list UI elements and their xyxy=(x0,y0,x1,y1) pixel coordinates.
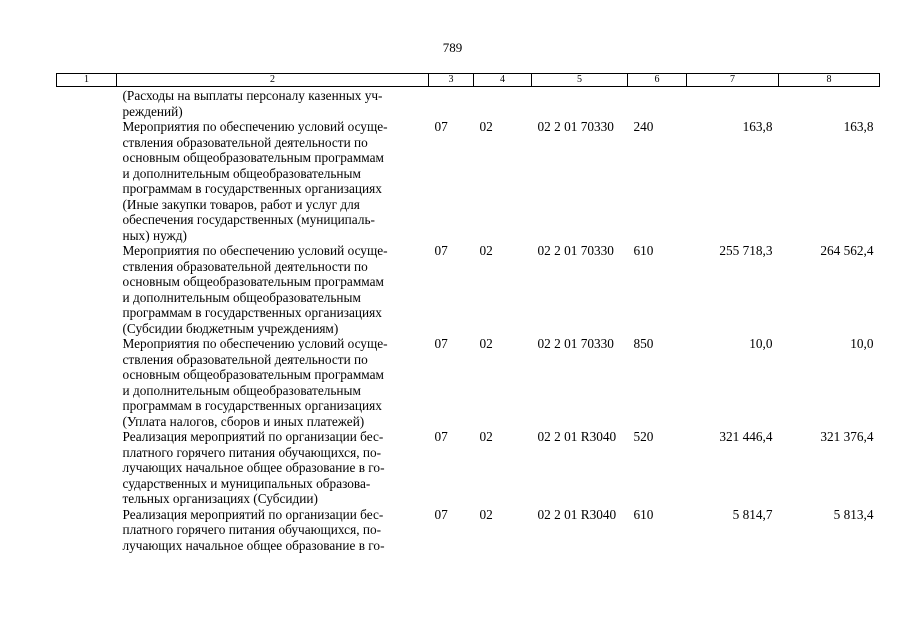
column-header: 5 xyxy=(532,74,628,87)
expense-name: Реализация мероприятий по организации бес- платного горячего питания обучающихся, по- лучающих начальное общее образование в го- сударственных и муниципальных образова- тельных организациях (Субсидии) xyxy=(122,429,385,506)
amount-year-1: 5 814,7 xyxy=(732,506,773,522)
amount-year-2: 163,8 xyxy=(843,119,874,134)
column-header: 7 xyxy=(687,74,779,87)
table-row xyxy=(57,119,880,243)
expense-name: Мероприятия по обеспечению условий осуще- ствления образовательной деятельности по основным общеобразовательным программам и дополнительным общеобразовательным программам в государственных организациях (Субсидии бюджетным учреждениям) xyxy=(122,243,388,336)
expense-name: Мероприятия по обеспечению условий осуще- ствления образовательной деятельности по основным общеобразовательным программам и дополнительным общеобразовательным программам в государственных организациях (Иные закупки товаров, работ и услуг для обеспечения государственных (муниципаль- ных) нужд) xyxy=(122,119,388,243)
expense-type-code: 610 xyxy=(633,506,654,522)
target-article-code: 02 2 01 70330 xyxy=(537,243,614,258)
table-row xyxy=(57,243,880,336)
section-code: 07 xyxy=(434,336,448,351)
target-article-code: 02 2 01 R3040 xyxy=(537,506,617,522)
subsection-code: 02 xyxy=(479,506,493,522)
amount-year-1: 255 718,3 xyxy=(719,243,773,258)
column-header: 4 xyxy=(474,74,532,87)
budget-table xyxy=(56,73,880,553)
section-code: 07 xyxy=(434,506,448,522)
row-blank-cell xyxy=(57,507,117,554)
table-body xyxy=(57,87,880,554)
expense-name: Мероприятия по обеспечению условий осуще- ствления образовательной деятельности по основным общеобразовательным программам и дополнительным общеобразовательным программам в государственных организациях (Уплата налогов, сборов и иных платежей) xyxy=(122,336,388,429)
amount-year-1: 321 446,4 xyxy=(719,429,773,444)
row-blank-cell xyxy=(57,336,117,429)
table-row-continuation xyxy=(57,87,880,120)
amount-year-1: 163,8 xyxy=(742,119,773,134)
amount-year-2: 321 376,4 xyxy=(820,429,874,444)
expense-type-code: 240 xyxy=(633,119,654,134)
column-header: 2 xyxy=(117,74,429,87)
amount-year-2: 10,0 xyxy=(850,336,874,351)
expense-type-code: 520 xyxy=(633,429,654,444)
column-header: 8 xyxy=(779,74,880,87)
table-header xyxy=(57,74,880,87)
expense-name: (Расходы на выплаты персоналу казенных уч- реждений) xyxy=(122,88,383,119)
expense-name: Реализация мероприятий по организации бес- платного горячего питания обучающихся, по- лучающих начальное общее образование в го- xyxy=(122,506,385,553)
expense-type-code: 850 xyxy=(633,336,654,351)
amount-year-1: 10,0 xyxy=(749,336,773,351)
section-code: 07 xyxy=(434,429,448,444)
amount-year-2: 264 562,4 xyxy=(820,243,874,258)
row-blank-cell xyxy=(57,243,117,336)
target-article-code: 02 2 01 R3040 xyxy=(537,429,617,444)
section-code: 07 xyxy=(434,243,448,258)
column-header: 3 xyxy=(429,74,474,87)
subsection-code: 02 xyxy=(479,336,493,351)
column-header: 1 xyxy=(57,74,117,87)
table-row xyxy=(57,507,880,554)
subsection-code: 02 xyxy=(479,429,493,444)
amount-year-2: 5 813,4 xyxy=(833,506,874,522)
table-row xyxy=(57,429,880,507)
column-header: 6 xyxy=(628,74,687,87)
page-number: 789 xyxy=(442,40,463,55)
row-blank-cell xyxy=(57,119,117,243)
subsection-code: 02 xyxy=(479,119,493,134)
row-blank-cell xyxy=(57,429,117,507)
expense-type-code: 610 xyxy=(633,243,654,258)
subsection-code: 02 xyxy=(479,243,493,258)
target-article-code: 02 2 01 70330 xyxy=(537,119,614,134)
header-row xyxy=(57,74,880,87)
target-article-code: 02 2 01 70330 xyxy=(537,336,614,351)
table-row xyxy=(57,336,880,429)
section-code: 07 xyxy=(434,119,448,134)
